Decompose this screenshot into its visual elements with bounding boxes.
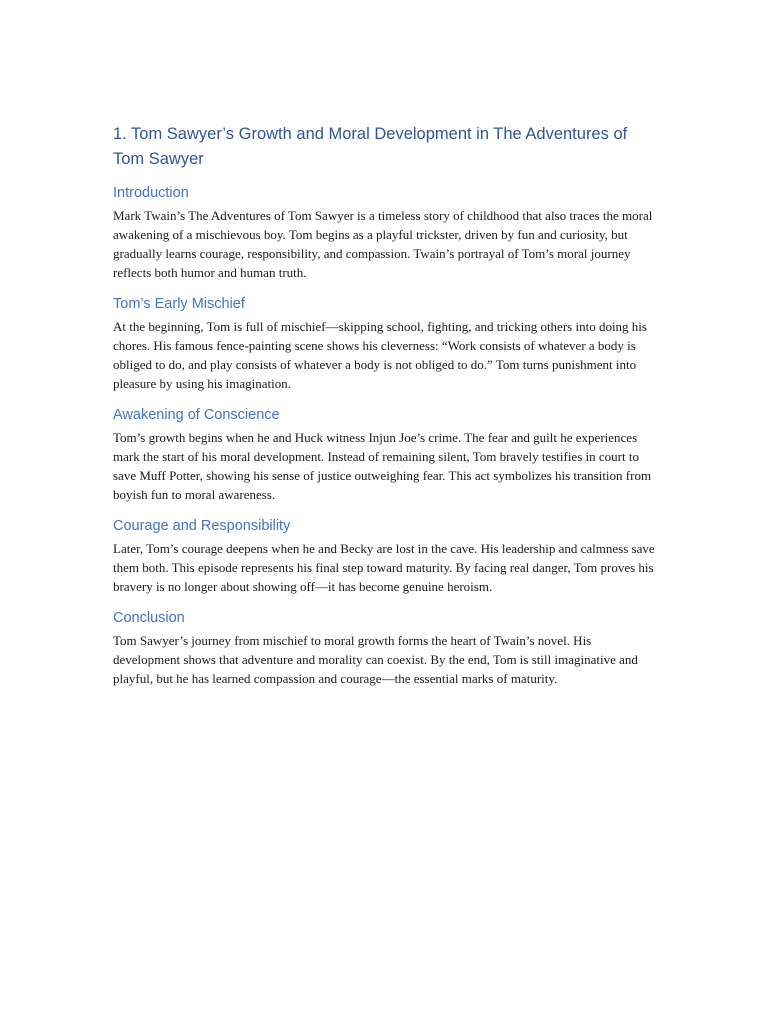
section-heading: Tom’s Early Mischief	[113, 296, 245, 312]
document-title: 1. Tom Sawyer’s Growth and Moral Development in The Adventures of Tom Sawyer	[113, 125, 628, 168]
section-paragraph: Mark Twain’s The Adventures of Tom Sawyer is a timeless story of childhood that also traces the moral awakening of a mischievous boy. Tom begins as a playful trickster, driven by fun and curiosity, but gradually learns courage, responsibility, and compassion. Twain’s portrayal of Tom’s moral journey reflects both humor and human truth.	[113, 208, 653, 280]
section-paragraph: At the beginning, Tom is full of mischief—skipping school, fighting, and tricking others into doing his chores. His famous fence-painting scene shows his cleverness: “Work consists of whatever a body is obliged to do, and play consists of whatever a body is not obliged to do.” Tom turns punishment into pleasure by using his imagination.	[113, 319, 647, 391]
section-introduction	[113, 183, 658, 282]
section-conclusion	[113, 608, 658, 688]
section-paragraph: Tom’s growth begins when he and Huck witness Injun Joe’s crime. The fear and guilt he experiences mark the start of his moral development. Instead of remaining silent, Tom bravely testifies in court to save Muff Potter, showing his sense of justice outweighing fear. This act symbolizes his transition from boyish fun to moral awareness.	[113, 430, 652, 502]
section-heading: Introduction	[113, 185, 189, 201]
section-awakening-of-conscience	[113, 405, 658, 504]
section-heading: Courage and Responsibility	[113, 518, 291, 534]
section-paragraph: Tom Sawyer’s journey from mischief to moral growth forms the heart of Twain’s novel. His development shows that adventure and morality can coexist. By the end, Tom is still imaginative and playful, but he has learned compassion and courage—the essential marks of maturity.	[113, 633, 638, 686]
section-heading: Conclusion	[113, 610, 185, 626]
document-page	[113, 122, 658, 700]
section-courage-and-responsibility	[113, 516, 658, 596]
section-early-mischief	[113, 294, 658, 393]
section-heading: Awakening of Conscience	[113, 407, 280, 423]
section-paragraph: Later, Tom’s courage deepens when he and Becky are lost in the cave. His leadership and calmness save them both. This episode represents his final step toward maturity. By facing real danger, Tom proves his bravery is no longer about showing off—it has become genuine heroism.	[113, 541, 655, 594]
